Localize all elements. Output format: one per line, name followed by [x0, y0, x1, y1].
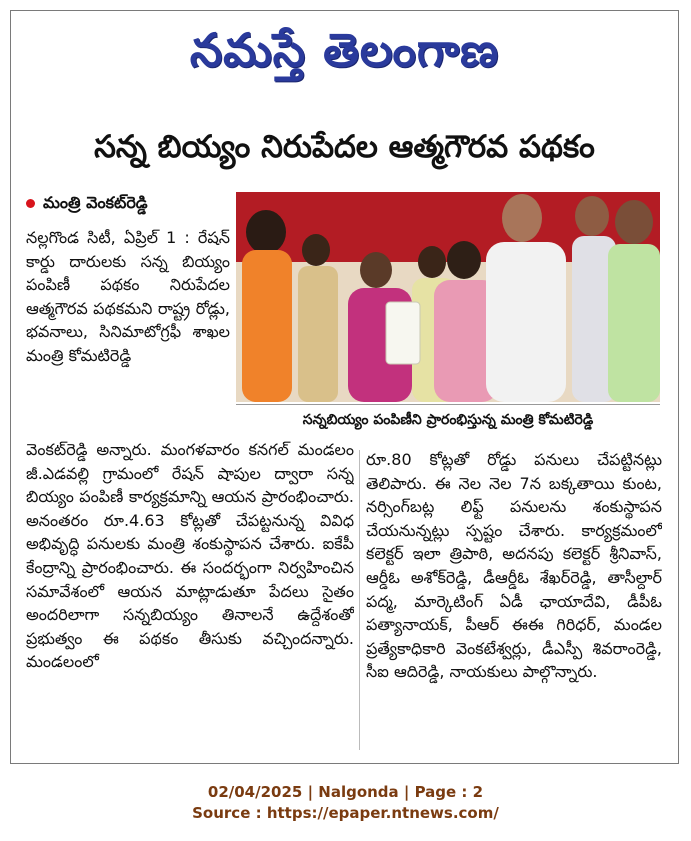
- news-photo: [236, 192, 660, 402]
- article-column-c: [366, 448, 662, 758]
- masthead: నమస్తే తెలంగాణ: [189, 23, 500, 77]
- footer-date-edition: 02/04/2025 | Nalgonda | Page : 2: [207, 783, 484, 801]
- footer-source-link[interactable]: Source : https://epaper.ntnews.com/: [192, 804, 499, 822]
- article-column-b: [26, 438, 354, 756]
- article-text-a: నల్లగొండ సిటీ, ఏప్రిల్ 1 : రేషన్ కార్డు దారులకు సన్న బియ్యం పంపిణీ పథకం నిరుపేదల ఆత్మగౌరవ పథకమని రాష్ట్ర రోడ్లు, భవనాలు, సినిమాటోగ్రఫీ శాఖల మంత్రి కోమటిరెడ్డి: [26, 228, 230, 365]
- headline: సన్న బియ్యం నిరుపేదల ఆత్మగౌరవ పథకం: [94, 129, 595, 165]
- article-text-c: రూ.80 కోట్లతో రోడ్డు పనులు చేపట్టినట్లు తెలిపారు. ఈ నెల నెల 7న బక్కతాయి కుంట, నర్సింగ్‌బట్ల లిఫ్ట్ పనులను శంకుస్థాపన చేయనున్నట్లు స్పష్టం చేశారు. కార్యక్రమంలో కలెక్టర్ ఇలా త్రిపాఠి, అదనపు కలెక్టర్ శ్రీనివాస్, ఆర్డీఓ అశోక్‌రెడ్డి, డీఆర్డీఓ శేఖర్‌రెడ్డి, తాసీల్దార్ పద్మ, మార్కెటింగ్ ఏడీ ఛాయాదేవి, డీపీఓ పత్యానాయక్, పీఆర్ ఈఈ గిరిధర్, మండల ప్రత్యేకాధికారి వెంకటేశ్వర్లు, డీఎస్పీ శివరాంరెడ్డి, సీఐ ఆదిరెడ్డి, నాయకులు పాల్గొన్నారు.: [366, 450, 662, 682]
- article-column-a: [26, 226, 230, 438]
- photo-caption: సన్నబియ్యం పంపిణీని ప్రారంభిస్తున్న మంత్రి కోమటిరెడ్డి: [236, 404, 660, 435]
- photo-illustration: [236, 192, 660, 402]
- article-text-b: వెంకట్‌రెడ్డి అన్నారు. మంగళవారం కనగల్ మండలం జీ.ఎడవల్లి గ్రామంలో రేషన్ షాపుల ద్వారా సన్న బియ్యం పంపిణీ కార్యక్రమాన్ని ఆయన ప్రారంభించారు. అనంతరం రూ.4.63 కోట్లతో చేపట్టనున్న వివిధ అభివృద్ధి పనులకు మంత్రి శంకుస్థాపన చేశారు. ఐకేపీ కేంద్రాన్ని ప్రారంభించారు. ఈ సందర్భంగా నిర్వహించిన సమావేశంలో ఆయన మాట్లాడుతూ పేదలు సైతం అందరిలాగా సన్నబియ్యం తినాలనే ఉద్దేశంతో ప్రభుత్వం ఈ పథకం తీసుకు వచ్చిందన్నారు. మండలంలో: [26, 440, 354, 672]
- column-divider: [359, 450, 360, 750]
- byline: [26, 192, 148, 214]
- bullet-icon: [26, 199, 35, 208]
- byline-text: మంత్రి వెంకట్‌రెడ్డి: [43, 193, 148, 212]
